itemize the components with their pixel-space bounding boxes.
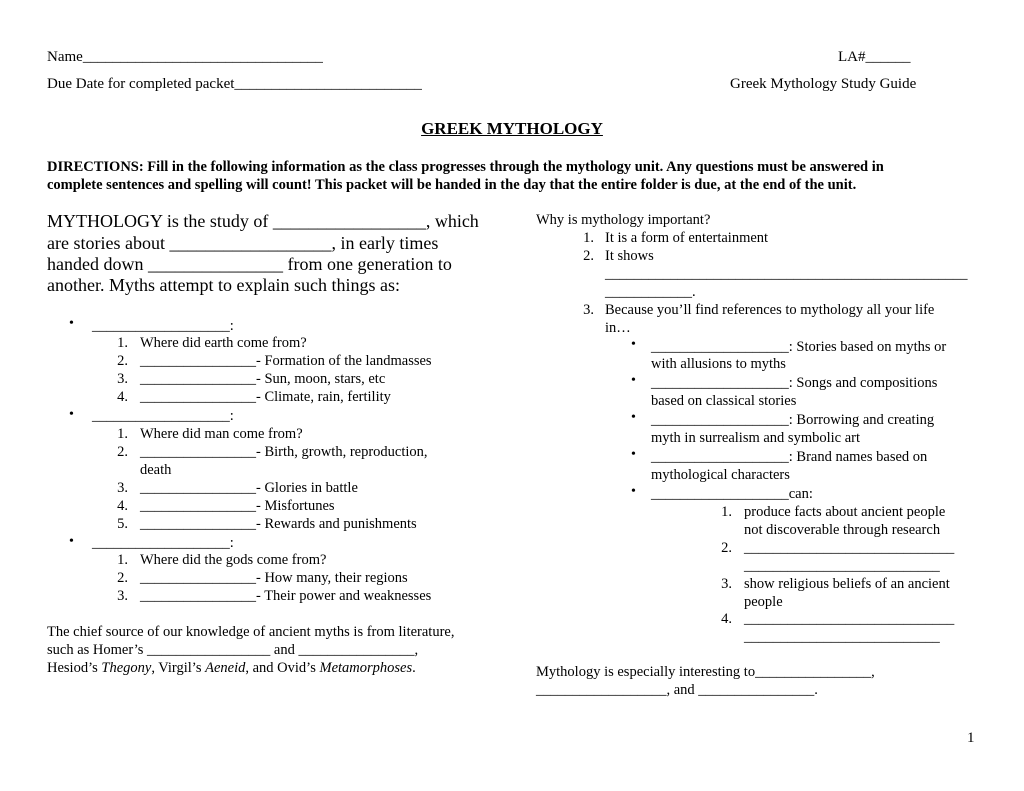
bullet-icon: •	[69, 407, 74, 422]
interest-line-2: __________________, and ________________.	[536, 682, 818, 698]
list-number: 5.	[117, 516, 128, 532]
interest-line-1: Mythology is especially interesting to________________,	[536, 664, 875, 680]
list-item: produce facts about ancient people	[744, 504, 946, 520]
answer-blank: ___________________________	[744, 629, 940, 645]
bullet-icon: •	[631, 373, 636, 388]
list-item-continuation: in…	[605, 320, 631, 336]
answer-blank: __________________________________________________	[605, 266, 968, 282]
list-number: 1.	[721, 504, 732, 520]
name-field-line: Name________________________________	[47, 49, 323, 65]
reference-item: ___________________: Borrowing and creating	[651, 412, 935, 428]
section-2-heading: ___________________:	[92, 408, 234, 424]
page-title: GREEK MYTHOLOGY	[421, 119, 603, 138]
list-item: Because you’ll find references to mythology all your life	[605, 302, 935, 318]
list-number: 4.	[721, 611, 732, 627]
work-title-metamorphoses: Metamorphoses	[319, 660, 413, 676]
list-number: 2.	[721, 540, 732, 556]
list-number: 3.	[721, 576, 732, 592]
source-line-1: The chief source of our knowledge of ancient myths is from literature,	[47, 624, 455, 640]
section-3-heading: ___________________:	[92, 535, 234, 551]
work-title-thegony: Thegony	[101, 660, 152, 676]
list-item-continuation: not discoverable through research	[744, 522, 941, 538]
source-line-3	[47, 659, 416, 677]
text-segment: .	[412, 660, 416, 676]
bullet-icon: •	[631, 337, 636, 352]
list-number: 1.	[117, 552, 128, 568]
section-1-heading: ___________________:	[92, 318, 234, 334]
list-number: 2.	[583, 248, 594, 264]
list-item: Where did man come from?	[140, 426, 303, 442]
list-number: 3.	[117, 588, 128, 604]
list-number: 2.	[117, 444, 128, 460]
reference-item: ___________________: Brand names based on	[651, 449, 928, 465]
answer-blank: ____________.	[605, 284, 696, 300]
answer-blank: _____________________________	[744, 540, 955, 556]
bullet-icon: •	[631, 484, 636, 499]
bullet-icon: •	[69, 316, 74, 331]
list-number: 4.	[117, 498, 128, 514]
reference-item-cont: myth in surrealism and symbolic art	[651, 430, 861, 446]
answer-blank: _____________________________	[744, 611, 955, 627]
list-number: 3.	[117, 480, 128, 496]
list-number: 1.	[583, 230, 594, 246]
list-item: ________________- Sun, moon, stars, etc	[140, 371, 386, 387]
list-number: 1.	[117, 335, 128, 351]
work-title-aeneid: Aeneid	[205, 660, 246, 676]
reference-item: ___________________: Songs and compositions	[651, 375, 938, 391]
list-number: 3.	[583, 302, 594, 318]
intro-line-4: another. Myths attempt to explain such things as:	[47, 275, 400, 295]
directions-line-2: complete sentences and spelling will count! This packet will be handed in the day that the entire folder is due, at the end of the unit.	[47, 177, 857, 193]
study-guide-label: Greek Mythology Study Guide	[730, 76, 917, 92]
list-item-continuation: people	[744, 594, 783, 610]
list-number: 1.	[117, 426, 128, 442]
list-item: ________________- Rewards and punishments	[140, 516, 417, 532]
intro-line-2: are stories about __________________, in early times	[47, 233, 439, 253]
list-item: ________________- Glories in battle	[140, 480, 358, 496]
reference-item: ___________________can:	[651, 486, 813, 502]
list-item: ________________- Birth, growth, reproduction,	[140, 444, 428, 460]
directions-line-1: DIRECTIONS: Fill in the following information as the class progresses through the mythology unit. Any questions must be answered in	[47, 159, 884, 175]
list-item: ________________- Formation of the landmasses	[140, 353, 432, 369]
bullet-icon: •	[631, 447, 636, 462]
list-item: It shows	[605, 248, 654, 264]
reference-item-cont: based on classical stories	[651, 393, 797, 409]
list-number: 4.	[117, 389, 128, 405]
list-item: ________________- Misfortunes	[140, 498, 335, 514]
list-item: show religious beliefs of an ancient	[744, 576, 950, 592]
text-segment: , and Ovid’s	[245, 660, 320, 676]
list-item: ________________- How many, their regions	[140, 570, 408, 586]
list-item-continuation: death	[140, 462, 172, 478]
reference-item-cont: mythological characters	[651, 467, 790, 483]
list-number: 2.	[117, 353, 128, 369]
source-line-2: such as Homer’s _________________ and ________________,	[47, 642, 419, 658]
bullet-icon: •	[69, 534, 74, 549]
list-item: It is a form of entertainment	[605, 230, 769, 246]
text-segment: Hesiod’s	[47, 660, 102, 676]
importance-question: Why is mythology important?	[536, 212, 711, 228]
list-item: Where did the gods come from?	[140, 552, 327, 568]
bullet-icon: •	[631, 410, 636, 425]
intro-line-3: handed down _______________ from one generation to	[47, 254, 452, 274]
intro-line-1: MYTHOLOGY is the study of _________________, which	[47, 211, 479, 231]
list-number: 3.	[117, 371, 128, 387]
reference-item: ___________________: Stories based on myths or	[651, 339, 947, 355]
list-item: ________________- Climate, rain, fertility	[140, 389, 391, 405]
due-date-line: Due Date for completed packet_________________________	[47, 76, 422, 92]
list-item: Where did earth come from?	[140, 335, 307, 351]
list-number: 2.	[117, 570, 128, 586]
answer-blank: ___________________________	[744, 558, 940, 574]
page-number: 1	[967, 730, 975, 746]
reference-item-cont: with allusions to myths	[651, 356, 786, 372]
text-segment: , Virgil’s	[151, 660, 206, 676]
list-item: ________________- Their power and weaknesses	[140, 588, 432, 604]
la-number-line: LA#______	[838, 49, 911, 65]
